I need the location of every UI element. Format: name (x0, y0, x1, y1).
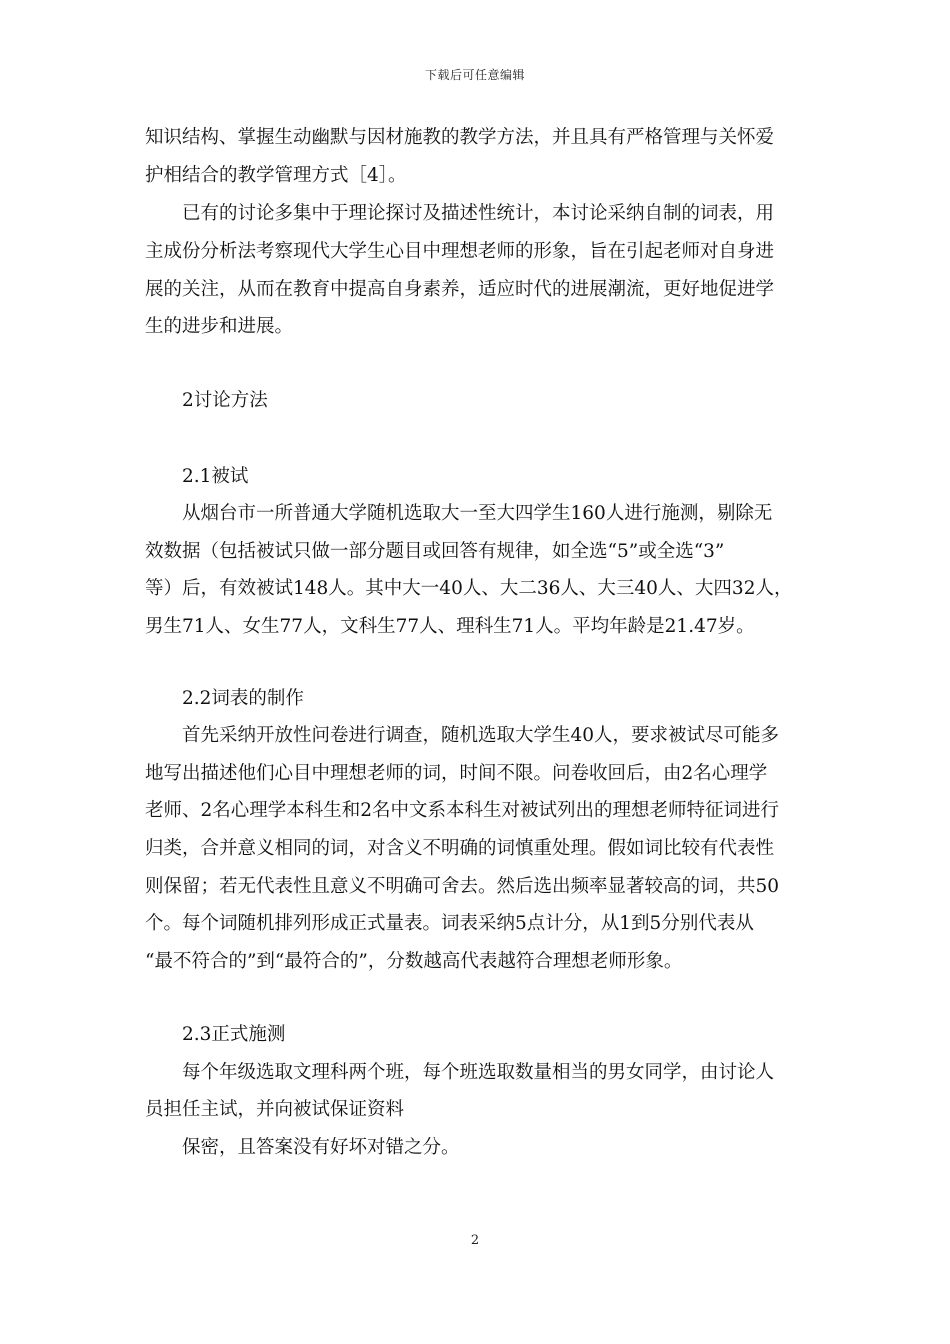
page-header: 下载后可任意编辑 (424, 68, 525, 82)
subsection-heading: 2.3正式施测 (182, 1024, 286, 1045)
text-line: 员担任主试，并向被试保证资料 (145, 1099, 405, 1120)
page-number: 2 (470, 1233, 480, 1248)
text-line: 展的关注，从而在教育中提高自身素养，适应时代的进展潮流，更好地促进学 (145, 279, 775, 300)
subsection-heading: 2.1被试 (182, 466, 249, 487)
text-line: 从烟台市一所普通大学随机选取大一至大四学生160人进行施测，剔除无 (182, 503, 773, 524)
section-heading: 2讨论方法 (182, 390, 268, 411)
text-line: 老师、2名心理学本科生和2名中文系本科生对被试列出的理想老师特征词进行 (145, 800, 780, 821)
text-line: 首先采纳开放性问卷进行调查，随机选取大学生40人，要求被试尽可能多 (182, 725, 780, 746)
text-line: 等）后，有效被试148人。其中大一40人、大二36人、大三40人、大四32人， (145, 578, 793, 599)
text-line: 知识结构、掌握生动幽默与因材施教的教学方法，并且具有严格管理与关怀爱 (145, 127, 775, 148)
text-line: 护相结合的教学管理方式［4］。 (145, 165, 407, 186)
text-line: 保密，且答案没有好坏对错之分。 (182, 1137, 460, 1158)
text-line: 地写出描述他们心目中理想老师的词，时间不限。问卷收回后，由2名心理学 (145, 763, 768, 784)
text-line: 个。每个词随机排列形成正式量表。词表采纳5点计分，从1到5分别代表从 (145, 913, 754, 934)
text-line: 男生71人、女生77人，文科生77人、理科生71人。平均年龄是21.47岁。 (145, 616, 755, 637)
text-line: 已有的讨论多集中于理论探讨及描述性统计，本讨论采纳自制的词表，用 (182, 203, 775, 224)
text-line: 每个年级选取文理科两个班，每个班选取数量相当的男女同学，由讨论人 (182, 1062, 775, 1083)
text-line: 归类，合并意义相同的词，对含义不明确的词慎重处理。假如词比较有代表性 (145, 838, 775, 859)
text-line: 主成份分析法考察现代大学生心目中理想老师的形象，旨在引起老师对自身进 (145, 241, 775, 262)
text-line: 效数据（包括被试只做一部分题目或回答有规律，如全选“5”或全选“3” (145, 541, 725, 562)
subsection-heading: 2.2词表的制作 (182, 688, 304, 709)
text-line: 生的进步和进展。 (145, 316, 294, 337)
text-line: 则保留；若无代表性且意义不明确可舍去。然后选出频率显著较高的词，共50 (145, 876, 780, 897)
text-line: “最不符合的”到“最符合的”，分数越高代表越符合理想老师形象。 (145, 951, 683, 972)
